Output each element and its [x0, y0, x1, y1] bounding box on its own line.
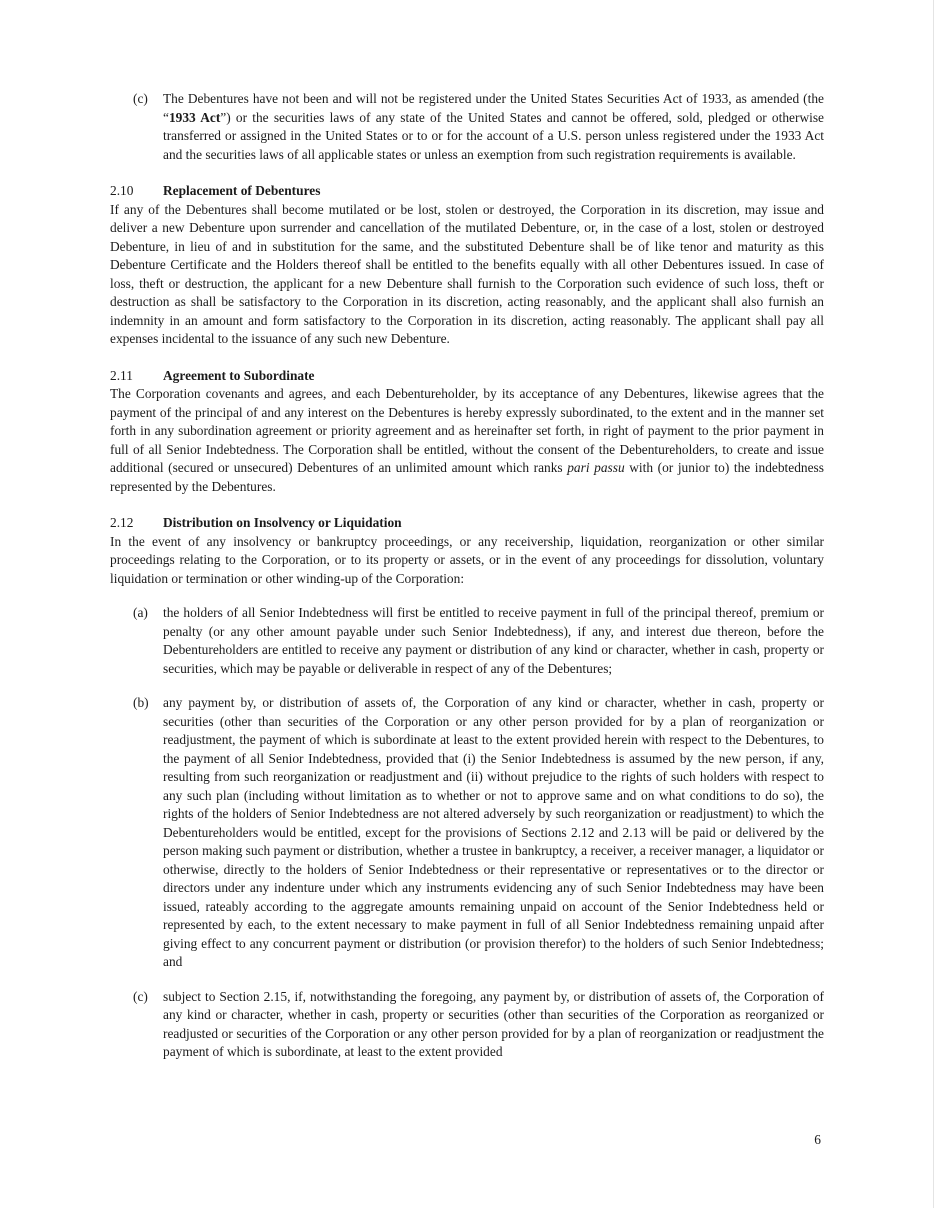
- list-item-text: subject to Section 2.15, if, notwithstanding the foregoing, any payment by, or distribution of assets of, the Corporation of any kind or character, whether in cash, property or securities (other than securities of the Corporation as reorganized or readjusted or securities of the Corporation or any other person provided for by a plan of reorganization or readjustment the payment of which is subordinate, at least to the extent provided: [163, 988, 824, 1059]
- text-run: The Corporation covenants and agrees, and each Debentureholder, by its acceptance of any Debentures, likewise agrees that the payment of the principal of and any interest on the Debentures is hereby expressly subordinated, to the extent and in the manner set forth in any subordination agreement or priority agreement and as hereinafter set forth, in right of payment to the prior payment in full of all Senior Indebtedness. The Corporation shall be entitled, without the consent of the Debentureholders, to create and issue additional (secured or unsecured) Debentures of an unlimited amount which ranks: [110, 386, 824, 475]
- section-heading: [110, 182, 824, 201]
- section-title: Agreement to Subordinate: [163, 367, 315, 383]
- text-run: The Debentures have not been and will not be registered under the United States Securities Act of 1933, as amended (the “: [163, 91, 824, 125]
- section-heading: [110, 367, 824, 386]
- section-body: If any of the Debentures shall become mutilated or be lost, stolen or destroyed, the Corporation in its discretion, may issue and deliver a new Debenture upon surrender and cancellation of the mutilated Debenture, or, in the case of a lost, stolen or destroyed Debenture, in lieu of and in substitution for the same, and the substituted Debenture shall be of like tenor and maturity as this Debenture Certificate and the Holders thereof shall be entitled to the benefits equally with all other Debentures issued. In case of loss, theft or destruction, the applicant for a new Debenture shall furnish to the Corporation such evidence of such loss, theft or destruction as shall be satisfactory to the Corporation in its discretion, acting reasonably, and the applicant shall also furnish an indemnity in an amount and form satisfactory to the Corporation in its discretion, acting reasonably. The applicant shall pay all expenses incidental to the issuance of any such new Debenture.: [110, 201, 824, 346]
- list-marker: (c): [133, 91, 148, 106]
- section-2-12: [110, 514, 824, 1062]
- list-marker: (c): [133, 988, 148, 1004]
- section-heading: [110, 514, 824, 533]
- section-2-10: [110, 182, 824, 349]
- list-item-registration-restriction: [133, 90, 824, 164]
- list-marker: (b): [133, 695, 149, 710]
- bold-term-1933-act: 1933 Act: [168, 109, 221, 125]
- section-title: Distribution on Insolvency or Liquidation: [163, 515, 402, 530]
- list-item-text: the holders of all Senior Indebtedness will first be entitled to receive payment in full of the principal thereof, premium or penalty (or any other amount payable under such Senior Indebtedness), if any, and interest due thereon, before the Debentureholders are entitled to receive any payment or distribution of any kind or character, whether in cash, property or securities, which may be payable or deliverable in respect of any of the Debentures;: [163, 605, 824, 676]
- section-2-11: [110, 367, 824, 497]
- italic-term-pari-passu: pari passu: [567, 460, 625, 475]
- section-number: 2.11: [110, 367, 133, 383]
- section-title: Replacement of Debentures: [163, 183, 321, 198]
- list-item-senior-indebtedness-priority: [133, 604, 824, 678]
- list-item-subject-to-section-2-15: [133, 988, 824, 1062]
- list-item-payment-distribution: [133, 694, 824, 972]
- section-number: 2.10: [110, 183, 134, 198]
- list-item-text: [163, 90, 824, 164]
- section-number: 2.12: [110, 515, 134, 530]
- section-body: In the event of any insolvency or bankruptcy proceedings, or any receivership, liquidation, reorganization or other similar proceedings relating to the Corporation, or to its property or assets, or in the event of any proceedings for dissolution, voluntary liquidation or termination or other winding-up of the Corporation:: [110, 533, 824, 586]
- list-marker: (a): [133, 605, 148, 620]
- list-item-text: any payment by, or distribution of assets of, the Corporation of any kind or character, whether in cash, property or securities (other than securities of the Corporation or any other person provided for by a plan of reorganization or readjustment, the payment of which is subordinate at least to the extent provided herein with respect to the Debentures, to the payment of all Senior Indebtedness, provided that (i) the Senior Indebtedness is assumed by the new person, if any, resulting from such reorganization or readjustment and (ii) without prejudice to the rights of such holders with respect to any such plan (including without limitation as to whether or not to approve same and on what conditions to do so), the rights of the holders of Senior Indebtedness are not altered adversely by such reorganization or readjustment) to which the Debentureholders would be entitled, except for the provisions of Sections 2.12 and 2.13 will be paid or delivered by the person making such payment or distribution, whether a trustee in bankruptcy, a receiver, a receiver manager, a liquidator or otherwise, directly to the holders of Senior Indebtedness or their representative or representatives or to the director or directors under any indenture under which any instruments evidencing any of such Senior Indebtedness may have been issued, rateably according to the aggregate amounts remaining unpaid on account of the Senior Indebtedness held or represented by each, to the extent necessary to make payment in full of all Senior Indebtedness remaining unpaid after giving effect to any concurrent payment or distribution (or provision therefor) to the holders of such Senior Indebtedness; and: [163, 695, 824, 969]
- text-run: ”) or the securities laws of any state of the United States and cannot be offered, sold, pledged or otherwise transferred or assigned in the United States or to or for the account of a U.S. person unless registered under the 1933 Act and the securities laws of all applicable states or unless an exemption from such registration requirements is available.: [163, 109, 824, 162]
- page-number: 6: [814, 1132, 821, 1147]
- text-run: with (or junior to) the indebtedness represented by the Debentures.: [110, 460, 824, 494]
- section-body: [110, 385, 824, 496]
